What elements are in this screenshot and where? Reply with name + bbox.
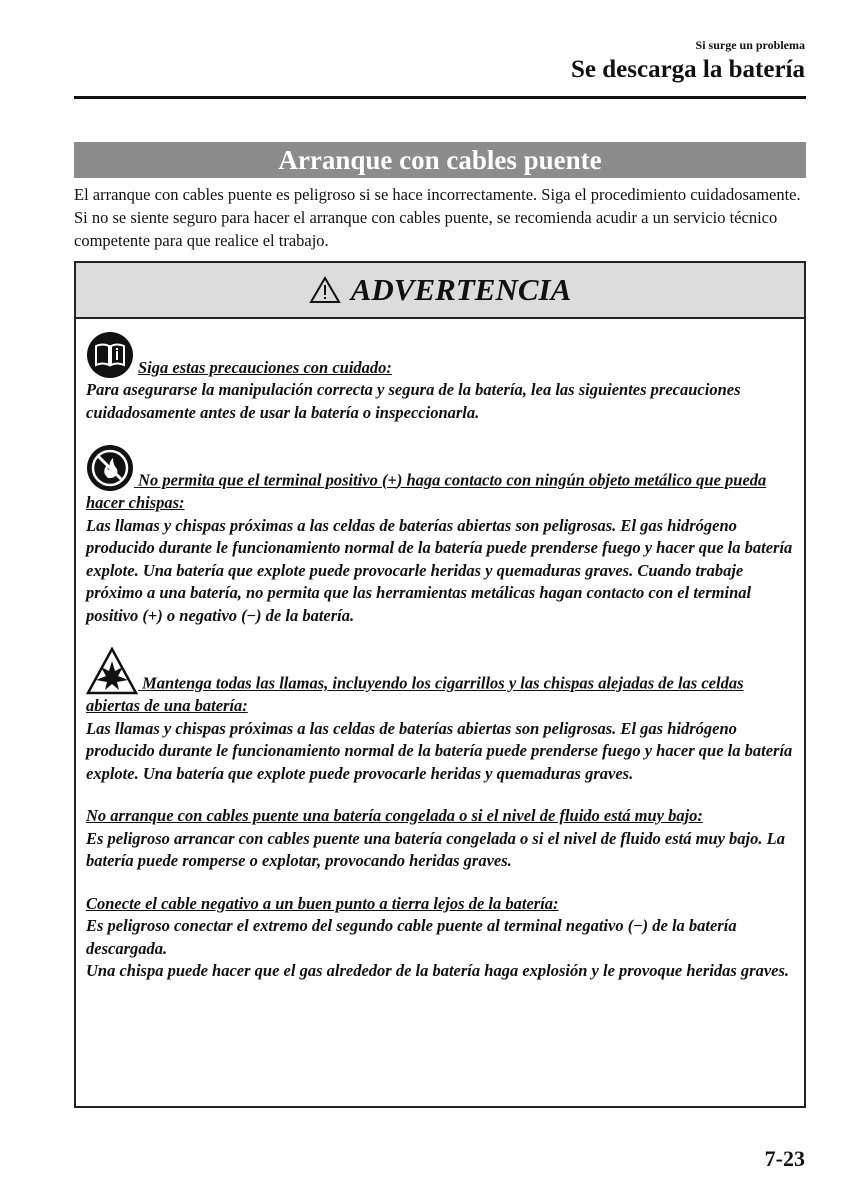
- page-number: 7-23: [764, 1146, 805, 1171]
- explosion-icon: [86, 647, 138, 695]
- warning-item-frozen-battery: [86, 805, 794, 873]
- frozen-battery-title: No arranque con cables puente una batería congelada o si el nivel de fluido está muy bajo:: [86, 806, 703, 825]
- intro-paragraph: El arranque con cables puente es peligroso si se hace incorrectamente. Siga el procedimiento cuidadosamente. Si no se siente seguro para hacer el arranque con cables puente, se recomienda acudir a un servicio técnico competente para que realice el trabajo.: [74, 185, 801, 250]
- ground-text-post: ) de la batería descargada.: [86, 916, 737, 958]
- manual-book-icon: [86, 331, 134, 379]
- warning-triangle-icon: [309, 276, 341, 304]
- warning-item-flames: [86, 647, 794, 785]
- positive-terminal-text-pre: Las llamas y chispas próximas a las celdas de baterías abiertas son peligrosas. El gas hidrógeno producido durante le funcionamiento normal de la batería puede prenderse fuego y hacer que la batería explote. Una batería que explote puede provocarle heridas y quemaduras graves. Cuando trabaje próximo a una batería, no permita que las herramientas metálicas hagan contacto con el terminal positivo (: [86, 515, 793, 625]
- positive-terminal-text: [86, 515, 794, 628]
- section-title-bar: Arranque con cables puente: [74, 142, 806, 178]
- precautions-text: Para asegurarse la manipulación correcta y segura de la batería, lea las siguientes precauciones cuidadosamente antes de usar la batería o inspeccionarla.: [86, 380, 741, 422]
- minus-symbol: −: [633, 916, 643, 935]
- positive-terminal-title-post: ) haga contacto con ningún objeto metálico que pueda hacer chispas:: [86, 470, 767, 512]
- warning-header: [76, 263, 804, 319]
- precautions-title: Siga estas precauciones con cuidado:: [138, 357, 392, 377]
- plus-symbol: +: [387, 470, 397, 490]
- flames-title: Mantenga todas las llamas, incluyendo los cigarrillos y las chispas alejadas de las celdas abiertas de una batería:: [86, 673, 744, 715]
- ground-text: [86, 915, 794, 960]
- positive-terminal-text-mid: ) o negativo (: [157, 605, 247, 625]
- ground-title: Conecte el cable negativo a un buen punto a tierra lejos de la batería:: [86, 893, 559, 913]
- warning-item-ground: [86, 893, 794, 983]
- minus-symbol: −: [246, 605, 257, 625]
- positive-terminal-title-pre: No permita que el terminal positivo (: [138, 470, 388, 490]
- header-section-label: Si surge un problema: [695, 38, 805, 52]
- frozen-battery-text: Es peligroso arrancar con cables puente una batería congelada o si el nivel de fluido está muy bajo. La batería puede romperse o explotar, provocando heridas graves.: [86, 828, 785, 870]
- ground-text-pre: Es peligroso conectar el extremo del segundo cable puente al terminal negativo (: [86, 916, 634, 935]
- warning-title: ADVERTENCIA: [350, 272, 572, 307]
- warning-item-positive-terminal: [86, 444, 794, 627]
- page-title: Se descarga la batería: [571, 56, 805, 83]
- no-flame-icon: [86, 444, 134, 492]
- warning-box: [74, 261, 806, 1108]
- warning-body: [76, 319, 804, 983]
- ground-text-2: Una chispa puede hacer que el gas alrededor de la batería haga explosión y le provoque heridas graves.: [86, 961, 790, 980]
- plus-symbol: +: [147, 605, 158, 625]
- positive-terminal-text-post: ) de la batería.: [256, 605, 355, 625]
- header-divider: [74, 96, 806, 99]
- flames-text: Las llamas y chispas próximas a las celdas de baterías abiertas son peligrosas. El gas hidrógeno producido durante le funcionamiento normal de la batería puede prenderse fuego y hacer que la batería explote. Una batería que explote puede provocarle heridas y quemaduras graves.: [86, 718, 793, 783]
- warning-item-precautions: [86, 331, 794, 424]
